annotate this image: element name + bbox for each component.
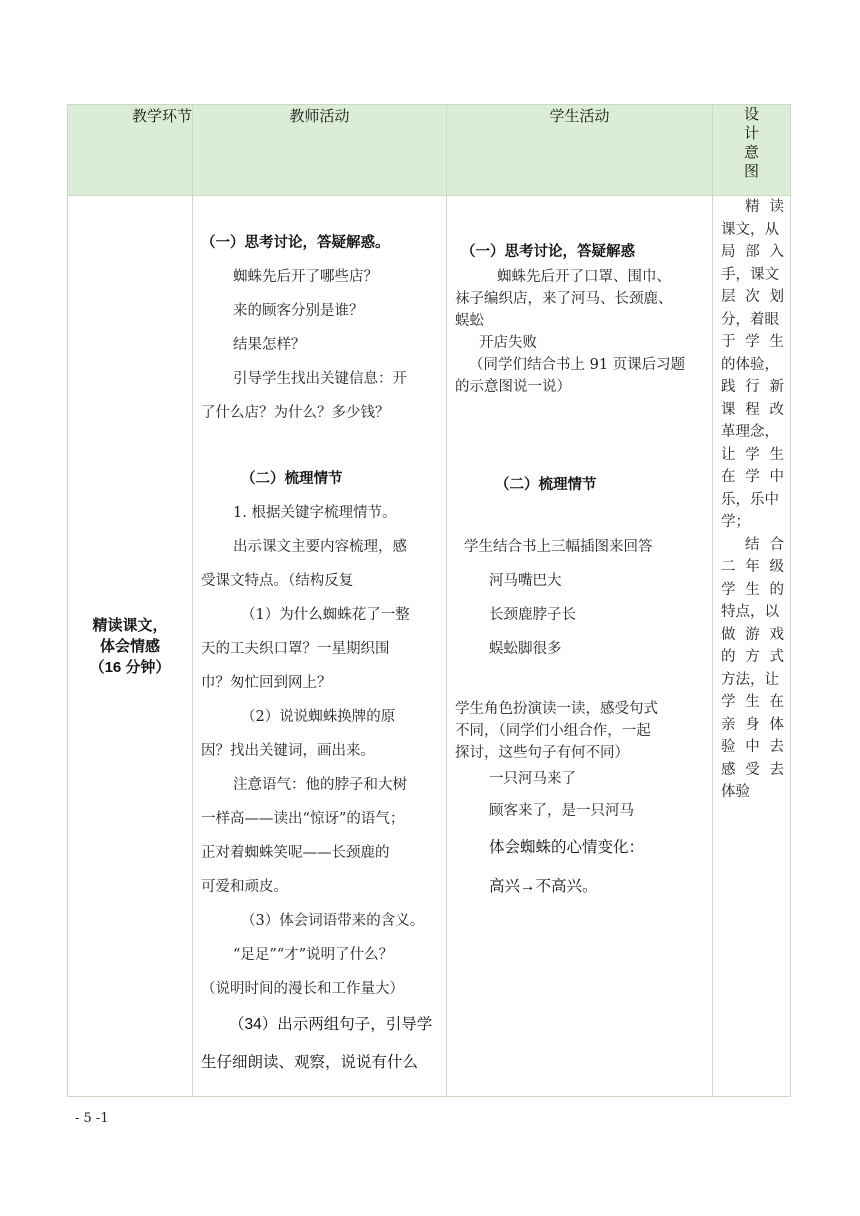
stage-line: 精读课文，: [92, 616, 168, 634]
design-intent-line: [713, 714, 790, 737]
student-line: 学生结合书上三幅插图来回答: [464, 539, 653, 555]
lesson-plan-table: [67, 104, 791, 1097]
design-intent-line: [713, 241, 790, 264]
teacher-line: 引导学生找出关键信息：开: [233, 371, 407, 387]
design-intent-segment: 入: [769, 244, 784, 260]
design-intent-segment: 去: [769, 761, 784, 778]
teacher-line: 出示课文主要内容梳理，感: [233, 539, 407, 555]
design-intent-line: [713, 286, 790, 309]
teacher-line: 可爱和顽皮。: [201, 879, 288, 895]
stage-line: （16 分钟）: [89, 658, 171, 676]
design-intent-text: [713, 196, 790, 804]
design-intent-line: [713, 736, 790, 759]
design-intent-line: [713, 489, 790, 512]
design-intent-segment: 生: [745, 694, 760, 710]
design-intent-segment: 的: [721, 649, 736, 665]
design-intent-segment: 践: [721, 379, 736, 395]
design-intent-segment: 二: [721, 559, 736, 575]
design-intent-line: [713, 421, 790, 444]
teacher-line: 蜘蛛先后开了哪些店？: [233, 269, 378, 285]
header-intent-char: 图: [743, 163, 759, 180]
design-intent-segment: 让: [721, 446, 736, 463]
design-intent-line: [713, 219, 790, 242]
design-intent-segment: 生: [745, 581, 760, 598]
design-intent-segment: 次: [745, 289, 760, 305]
teacher-line: （3）体会词语带来的含义。: [241, 913, 425, 929]
design-intent-segment: 乐，乐中: [721, 491, 779, 508]
design-intent-line: [713, 354, 790, 377]
teacher-activity-cell: [193, 196, 447, 1097]
design-intent-segment: 学: [745, 469, 760, 485]
teacher-section-heading: （一）思考讨论，答疑解惑。: [201, 235, 390, 251]
design-intent-segment: 戏: [769, 626, 784, 643]
design-intent-segment: 分，着眼: [721, 311, 779, 328]
design-intent-segment: 学；: [721, 514, 750, 530]
teacher-section-heading: （二）梳理情节: [241, 471, 343, 487]
design-intent-segment: 特点，以: [721, 604, 779, 620]
design-intent-segment: 学: [721, 581, 736, 598]
student-line: 蜈蚣: [455, 313, 484, 329]
design-intent-segment: 革理念，: [721, 424, 779, 440]
design-intent-segment: 方法，让: [721, 671, 779, 688]
student-line: （同学们结合书上 91 页课后习题: [469, 357, 686, 373]
design-intent-line: [713, 399, 790, 422]
design-intent-segment: 验: [721, 739, 736, 755]
teacher-line: 受课文特点。（结构反复: [201, 573, 354, 589]
teacher-line: 结果怎样？: [233, 337, 306, 353]
student-line: 袜子编织店，来了河马、长颈鹿、: [455, 291, 673, 307]
design-intent-segment: 学: [745, 446, 760, 463]
design-intent-line: [713, 534, 790, 557]
student-line: 体会蜘蛛的心情变化：: [489, 839, 645, 856]
header-stage: 教学环节: [68, 105, 193, 196]
teacher-line: 了什么店？为什么？多少钱？: [201, 405, 390, 421]
design-intent-segment: 课: [721, 401, 736, 418]
design-intent-segment: 部: [745, 244, 760, 260]
design-intent-segment: 于: [721, 334, 736, 350]
design-intent-segment: 中: [745, 739, 760, 755]
design-intent-segment: 学: [721, 694, 736, 710]
student-line: 蜈蚣脚很多: [489, 641, 562, 657]
teacher-line: 1. 根据关键字梳理情节。: [233, 505, 397, 521]
design-intent-segment: 方: [745, 649, 760, 665]
teacher-line: 因？找出关键词，画出来。: [201, 743, 375, 759]
student-section-heading: （二）梳理情节: [495, 477, 597, 493]
teacher-line: （2）说说蜘蛛换牌的原: [241, 709, 396, 725]
design-intent-segment: 改: [769, 401, 784, 418]
design-intent-segment: 的: [769, 581, 784, 598]
teacher-line: （说明时间的漫长和工作量大）: [201, 981, 404, 997]
design-intent-line: [713, 376, 790, 399]
design-intent-segment: 程: [745, 401, 760, 418]
design-intent-segment: 中: [769, 469, 784, 485]
design-intent-cell: [713, 196, 791, 1097]
student-line: 河马嘴巴大: [489, 573, 562, 589]
design-intent-line: [713, 264, 790, 287]
design-intent-line: [713, 601, 790, 624]
design-intent-line: [713, 781, 790, 804]
table-row: [68, 196, 791, 1097]
design-intent-line: [713, 444, 790, 467]
student-line: 长颈鹿脖子长: [489, 607, 576, 623]
teacher-line: （1）为什么蜘蛛花了一整: [241, 607, 410, 623]
header-intent: [713, 105, 791, 196]
page-number: - 5 -1: [75, 1111, 109, 1126]
design-intent-segment: 级: [769, 559, 784, 575]
design-intent-segment: 手，课文: [721, 266, 779, 283]
design-intent-segment: 课文，从: [721, 221, 779, 238]
student-line: 顾客来了，是一只河马: [489, 803, 634, 819]
design-intent-segment: 读: [769, 199, 784, 215]
student-line: 探讨，这些句子有何不同）: [455, 745, 629, 761]
design-intent-segment: 合: [769, 536, 784, 553]
design-intent-segment: 在: [721, 469, 736, 485]
design-intent-segment: 行: [745, 379, 760, 395]
teacher-line: 生仔细朗读、观察，说说有什么: [201, 1054, 419, 1071]
design-intent-segment: 游: [745, 626, 760, 643]
student-line: 高兴→不高兴。: [489, 878, 598, 895]
design-intent-segment: 在: [769, 694, 784, 710]
student-line: 学生角色扮演读一读，感受句式: [455, 701, 658, 717]
design-intent-line: [713, 691, 790, 714]
teacher-line: 一样高——读出“惊讶”的语气；: [201, 811, 405, 827]
teacher-line: “足足”“才”说明了什么？: [233, 947, 394, 963]
stage-cell: [68, 196, 193, 1097]
design-intent-line: [713, 466, 790, 489]
student-line: 不同，（同学们小组合作，一起: [455, 723, 651, 739]
student-section-heading: （一）思考讨论，答疑解惑: [461, 244, 635, 260]
design-intent-line: [713, 309, 790, 332]
header-intent-char: 计: [743, 125, 759, 142]
stage-line: 体会情感: [99, 637, 160, 655]
design-intent-line: [713, 669, 790, 692]
design-intent-line: [713, 759, 790, 782]
student-line: 的示意图说一说）: [455, 379, 571, 395]
design-intent-segment: 的体验，: [721, 356, 779, 373]
design-intent-line: [713, 196, 790, 219]
design-intent-line: [713, 646, 790, 669]
design-intent-segment: 结: [745, 536, 760, 553]
design-intent-line: [713, 579, 790, 602]
header-student: 学生活动: [447, 105, 713, 196]
student-line: 蜘蛛先后开了口罩、围巾、: [497, 269, 671, 285]
teacher-line: （34）出示两组句子，引导学: [229, 1016, 433, 1033]
design-intent-segment: 去: [769, 739, 784, 755]
student-activity-cell: [447, 196, 713, 1097]
design-intent-line: [713, 556, 790, 579]
design-intent-segment: 层: [721, 289, 736, 305]
design-intent-segment: 局: [721, 244, 736, 260]
design-intent-segment: 学: [745, 334, 760, 350]
design-intent-line: [713, 511, 790, 534]
header-intent-char: 设: [743, 106, 759, 123]
design-intent-segment: 亲: [721, 716, 736, 733]
design-intent-segment: 划: [769, 289, 784, 305]
design-intent-line: [713, 624, 790, 647]
design-intent-segment: 体: [769, 716, 784, 733]
design-intent-segment: 式: [769, 649, 784, 665]
design-intent-segment: 生: [769, 446, 784, 463]
student-line: 一只河马来了: [489, 771, 576, 787]
design-intent-segment: 体验: [721, 784, 750, 800]
header-intent-char: 意: [743, 144, 759, 161]
teacher-line: 巾？匆忙回到网上？: [201, 675, 332, 691]
teacher-line: 注意语气：他的脖子和大树: [233, 777, 407, 793]
teacher-line: 天的工夫织口罩？一星期织围: [201, 641, 390, 657]
design-intent-segment: 受: [745, 761, 760, 778]
table-header-row: [68, 105, 791, 196]
design-intent-segment: 做: [721, 626, 736, 643]
design-intent-line: [713, 331, 790, 354]
design-intent-segment: 新: [769, 379, 784, 395]
teacher-line: 正对着蜘蛛笑呢——长颈鹿的: [201, 845, 390, 861]
design-intent-segment: 感: [721, 761, 736, 778]
design-intent-segment: 身: [745, 716, 760, 733]
design-intent-segment: 精: [745, 199, 760, 215]
student-line: 开店失败: [479, 335, 537, 351]
header-teacher: 教师活动: [193, 105, 447, 196]
teacher-line: 来的顾客分别是谁？: [233, 303, 364, 319]
design-intent-segment: 生: [769, 334, 784, 350]
design-intent-segment: 年: [745, 559, 760, 575]
